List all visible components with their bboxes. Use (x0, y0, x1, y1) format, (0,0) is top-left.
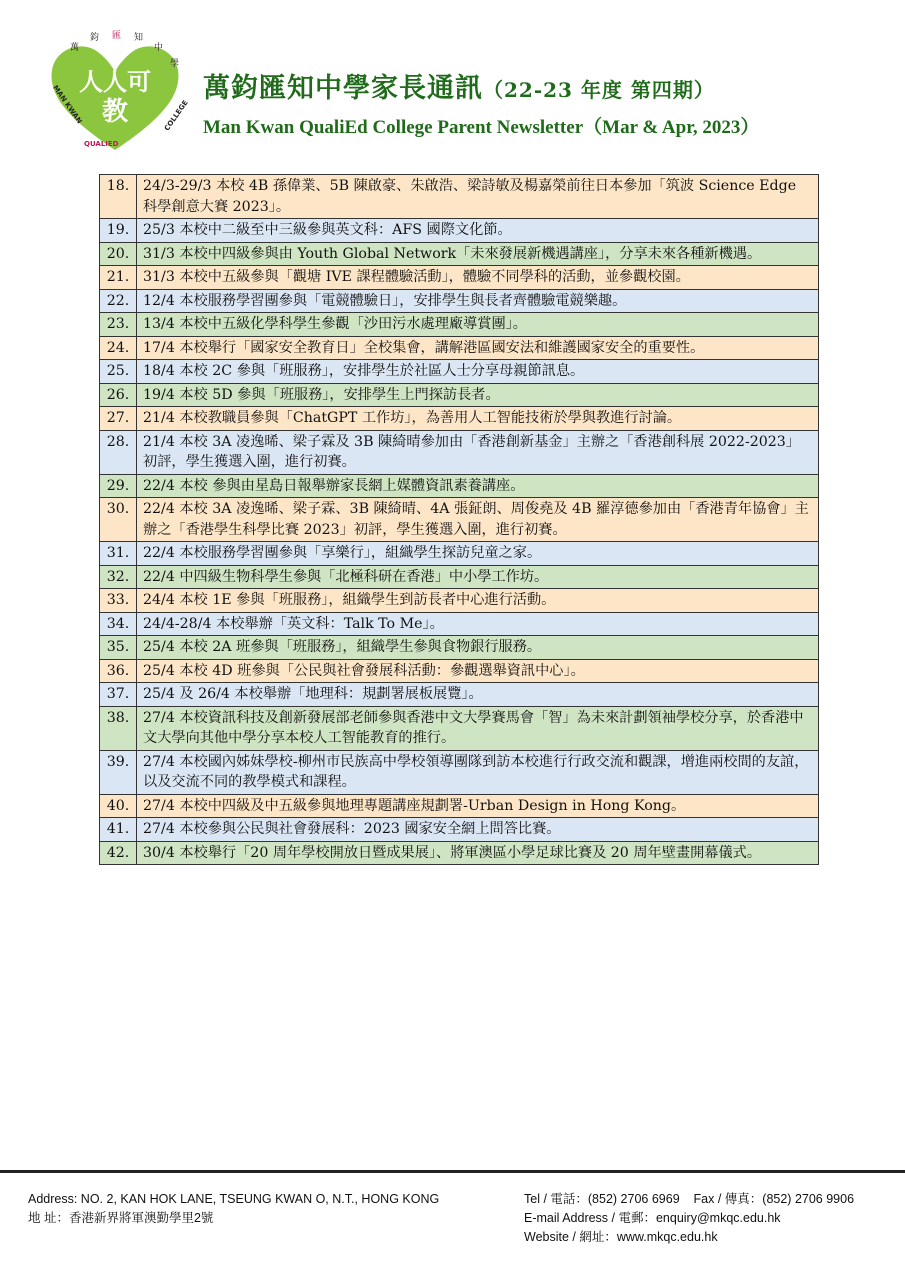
event-number: 35. (100, 636, 137, 660)
event-row (100, 683, 819, 707)
svg-text:匯: 匯 (112, 31, 122, 41)
event-row (100, 706, 819, 750)
footer-contact (524, 1190, 854, 1247)
svg-text:人人可: 人人可 (79, 67, 151, 96)
event-row (100, 565, 819, 589)
event-row (100, 841, 819, 865)
event-description: 21/4 本校 3A 凌逸晞、梁子霖及 3B 陳綺晴參加由「香港創新基金」主辦之「香港創科展 2022-2023」初評，學生獲選入圍，進行初賽。 (137, 430, 819, 474)
event-number: 38. (100, 706, 137, 750)
event-number: 30. (100, 498, 137, 542)
event-number: 42. (100, 841, 137, 865)
event-number: 41. (100, 818, 137, 842)
event-row (100, 336, 819, 360)
event-description: 27/4 本校參與公民與社會發展科：2023 國家安全網上問答比賽。 (137, 818, 819, 842)
svg-text:QUALIED: QUALIED (84, 140, 119, 148)
event-number: 28. (100, 430, 137, 474)
event-row (100, 266, 819, 290)
event-row (100, 175, 819, 219)
event-description: 24/4-28/4 本校舉辦「英文科：Talk To Me」。 (137, 612, 819, 636)
event-number: 32. (100, 565, 137, 589)
event-number: 18. (100, 175, 137, 219)
event-description: 31/3 本校中五級參與「觀塘 IVE 課程體驗活動」，體驗不同學科的活動，並參觀校園。 (137, 266, 819, 290)
footer-divider (0, 1170, 905, 1173)
event-number: 31. (100, 542, 137, 566)
website-link[interactable]: Website / 網址：www.mkqc.edu.hk (524, 1230, 718, 1244)
event-description: 22/4 本校 參與由星島日報舉辦家長網上媒體資訊素養講座。 (137, 474, 819, 498)
svg-text:學: 學 (170, 59, 180, 69)
svg-text:MAN KWAN: MAN KWAN (51, 83, 84, 126)
event-row (100, 542, 819, 566)
event-number: 40. (100, 794, 137, 818)
event-description: 27/4 本校資訊科技及創新發展部老師參與香港中文大學賽馬會「智」為未來計劃領袖學校分享，於香港中文大學向其他中學分享本校人工智能教育的推行。 (137, 706, 819, 750)
event-description: 21/4 本校教職員參與「ChatGPT 工作坊」，為善用人工智能技術於學與教進行討論。 (137, 407, 819, 431)
event-description: 31/3 本校中四級參與由 Youth Global Network「未來發展新機遇講座」，分享未來各種新機遇。 (137, 242, 819, 266)
event-number: 25. (100, 360, 137, 384)
event-row (100, 313, 819, 337)
event-row (100, 430, 819, 474)
event-description: 24/4 本校 1E 參與「班服務」，組織學生到訪長者中心進行活動。 (137, 589, 819, 613)
event-description: 13/4 本校中五級化學科學生參觀「沙田污水處理廠導賞團」。 (137, 313, 819, 337)
event-number: 20. (100, 242, 137, 266)
event-description: 18/4 本校 2C 參與「班服務」，安排學生於社區人士分享母親節訊息。 (137, 360, 819, 384)
event-row (100, 383, 819, 407)
newsletter-title-cn (203, 66, 715, 105)
event-row (100, 818, 819, 842)
event-row (100, 659, 819, 683)
event-description: 22/4 本校 3A 凌逸晞、梁子霖、3B 陳綺晴、4A 張鉦朗、周俊堯及 4B 羅淳德參加由「香港青年協會」主辦之「香港學生科學比賽 2023」初評，學生獲選入圍，進行初賽。 (137, 498, 819, 542)
event-number: 21. (100, 266, 137, 290)
event-row (100, 612, 819, 636)
event-description: 25/4 及 26/4 本校舉辦「地理科：規劃署展板展覽」。 (137, 683, 819, 707)
event-row (100, 219, 819, 243)
event-row (100, 589, 819, 613)
event-description: 30/4 本校舉行「20 周年學校開放日暨成果展」、將軍澳區小學足球比賽及 20 周年壁畫開幕儀式。 (137, 841, 819, 865)
footer-address (28, 1190, 439, 1228)
title-cn-issue: （22-23 年度 第四期） (483, 78, 715, 102)
event-description: 17/4 本校舉行「國家安全教育日」全校集會，講解港區國安法和維護國家安全的重要性。 (137, 336, 819, 360)
event-description: 25/3 本校中二級至中三級參與英文科：AFS 國際文化節。 (137, 219, 819, 243)
event-description: 25/4 本校 2A 班參與「班服務」，組織學生參與食物銀行服務。 (137, 636, 819, 660)
event-description: 22/4 本校服務學習團參與「享樂行」，組織學生探訪兒童之家。 (137, 542, 819, 566)
event-row (100, 750, 819, 794)
event-number: 29. (100, 474, 137, 498)
event-row (100, 289, 819, 313)
event-number: 36. (100, 659, 137, 683)
event-row (100, 794, 819, 818)
newsletter-title-en: Man Kwan QualiEd College Parent Newsletter（Mar & Apr, 2023） (203, 117, 760, 138)
event-description: 19/4 本校 5D 參與「班服務」，安排學生上門探訪長者。 (137, 383, 819, 407)
address-en: Address: NO. 2, KAN HOK LANE, TSEUNG KWAN O, N.T., HONG KONG (28, 1192, 440, 1206)
newsletter-header (0, 0, 905, 170)
event-description: 27/4 本校國內姊妹學校-柳州市民族高中學校領導團隊到訪本校進行行政交流和觀課，增進兩校間的友誼， 以及交流不同的教學模式和課程。 (137, 750, 819, 794)
svg-text:中: 中 (154, 43, 164, 53)
svg-text:教: 教 (101, 97, 129, 127)
svg-text:知: 知 (134, 33, 144, 43)
event-number: 39. (100, 750, 137, 794)
event-number: 24. (100, 336, 137, 360)
event-description: 12/4 本校服務學習團參與「電競體驗日」，安排學生與長者齊體驗電競樂趣。 (137, 289, 819, 313)
event-row (100, 636, 819, 660)
event-description: 25/4 本校 4D 班參與「公民與社會發展科活動：參觀選舉資訊中心」。 (137, 659, 819, 683)
event-row (100, 407, 819, 431)
svg-text:鈞: 鈞 (90, 33, 100, 43)
svg-text:萬: 萬 (70, 43, 80, 53)
event-number: 37. (100, 683, 137, 707)
event-row (100, 498, 819, 542)
event-row (100, 242, 819, 266)
event-description: 24/3-29/3 本校 4B 孫偉業、5B 陳啟豪、朱啟浩、梁詩敏及楊嘉榮前往日本參加「筑波 Science Edge 科學創意大賽 2023」。 (137, 175, 819, 219)
event-number: 23. (100, 313, 137, 337)
event-number: 34. (100, 612, 137, 636)
event-row (100, 474, 819, 498)
address-cn: 地 址：香港新界將軍澳勤學里2號 (28, 1211, 214, 1225)
event-number: 33. (100, 589, 137, 613)
event-number: 26. (100, 383, 137, 407)
events-table (99, 174, 819, 865)
event-row (100, 360, 819, 384)
event-number: 22. (100, 289, 137, 313)
event-description: 27/4 本校中四級及中五級參與地理專題講座規劃署-Urban Design in Hong Kong。 (137, 794, 819, 818)
title-cn-main: 萬鈞匯知中學家長通訊 (203, 73, 483, 104)
email-address[interactable]: E-mail Address / 電郵：enquiry@mkqc.edu.hk (524, 1211, 781, 1225)
event-number: 19. (100, 219, 137, 243)
svg-text:COLLEGE: COLLEGE (162, 98, 190, 133)
school-logo (40, 28, 190, 158)
tel-fax: Tel / 電話：(852) 2706 6969 Fax / 傳真：(852) 2706 9906 (524, 1192, 855, 1206)
event-description: 22/4 中四級生物科學生參與「北極科研在香港」中小學工作坊。 (137, 565, 819, 589)
event-number: 27. (100, 407, 137, 431)
